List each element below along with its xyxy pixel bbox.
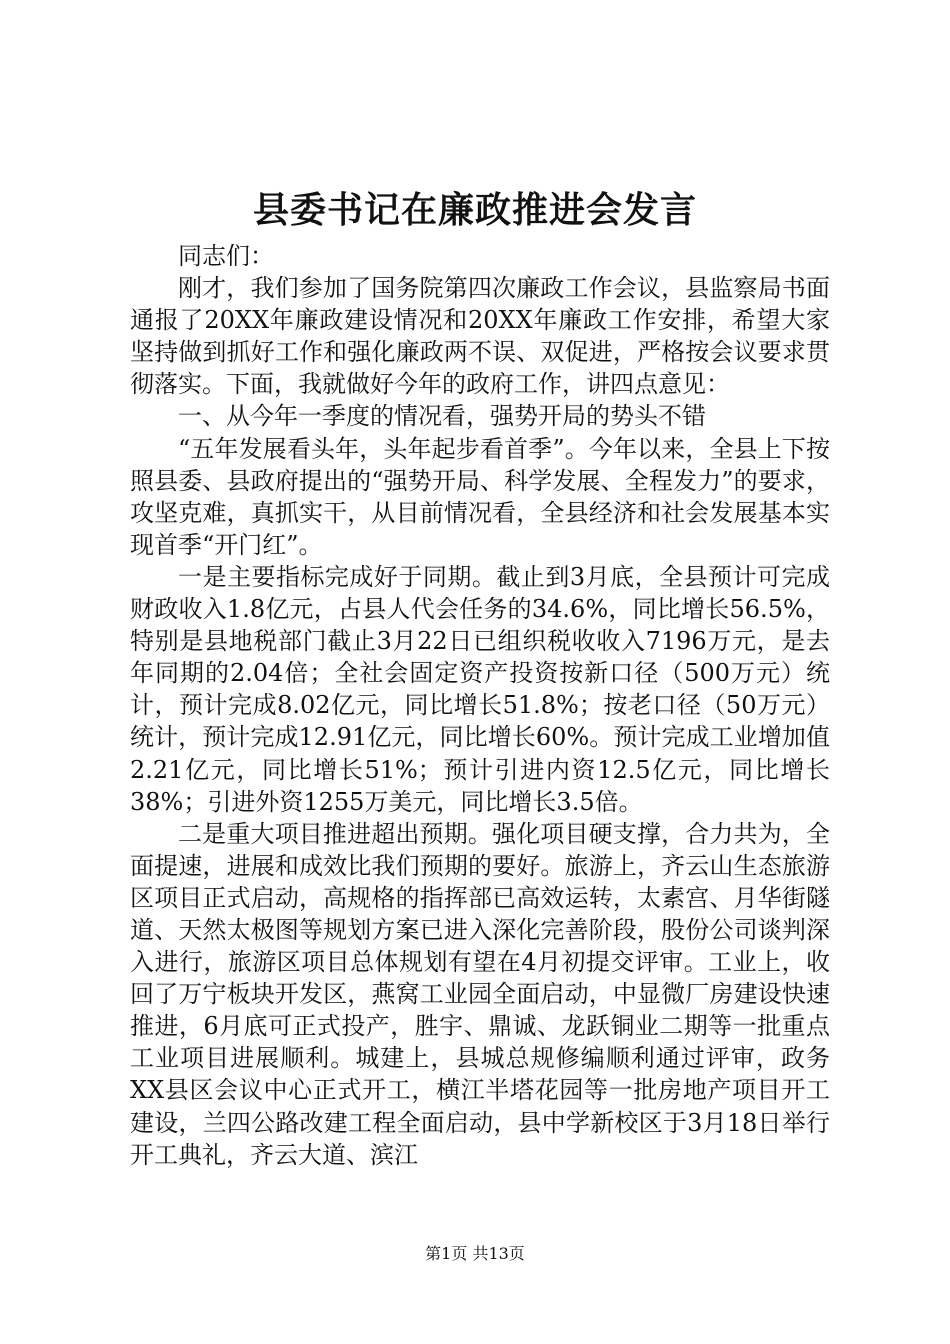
intro-paragraph: 刚才，我们参加了国务院第四次廉政工作会议，县监察局书面通报了20XX年廉政建设情况和20XX年廉政工作安排，希望大家坚持做到抓好工作和强化廉政两不误、双促进，严格按会议要求贯彻落实。下面，我就做好今年的政府工作，讲四点意见： xyxy=(130,274,830,399)
section-heading-one: 一、从今年一季度的情况看，强势开局的势头不错 xyxy=(178,402,706,431)
body-paragraph: 一是主要指标完成好于同期。截止到3月底，全县预计可完成财政收入1.8亿元，占县人代会任务的34.6%，同比增长56.5%，特别是县地税部门截止3月22日已组织税收收入7196万元，是去年同期的2.04倍；全社会固定资产投资按新口径（500万元）统计，预计完成8.02亿元，同比增长51.8%；按老口径（50万元）统计，预计完成12.91亿元，同比增长60%。预计完成工业增加值2.21亿元，同比增长51%；预计引进内资12.5亿元，同比增长38%；引进外资1255万美元，同比增长3.5倍。 xyxy=(130,562,830,816)
page-footer: 第1页 共13页 xyxy=(425,1244,525,1263)
document-body xyxy=(130,240,830,1171)
body-paragraph: 二是重大项目推进超出预期。强化项目硬支撑，合力共为，全面提速，进展和成效比我们预期的要好。旅游上，齐云山生态旅游区项目正式启动，高规格的指挥部已高效运转，太素宫、月华街隧道、天然太极图等规划方案已进入深化完善阶段，股份公司谈判深入进行，旅游区项目总体规划有望在4月初提交评审。工业上，收回了万宁板块开发区，燕窝工业园全面启动，中显微厂房建设快速推进，6月底可正式投产，胜宇、鼎诚、龙跃铜业二期等一批重点工业项目进展顺利。城建上，县城总规修编顺利通过评审，政务XX县区会议中心正式开工，横江半塔花园等一批房地产项目开工建设，兰四公路改建工程全面启动，县中学新校区于3月18日举行开工典礼，齐云大道、滨江 xyxy=(130,819,830,1169)
document-title: 县委书记在廉政推进会发言 xyxy=(252,189,697,231)
body-paragraph: “五年发展看头年，头年起步看首季”。今年以来，全县上下按照县委、县政府提出的“强势开局、科学发展、全程发力”的要求，攻坚克难，真抓实干，从目前情况看，全县经济和社会发展基本实现首季“开门红”。 xyxy=(130,434,830,559)
salutation-paragraph: 同志们： xyxy=(178,242,274,270)
